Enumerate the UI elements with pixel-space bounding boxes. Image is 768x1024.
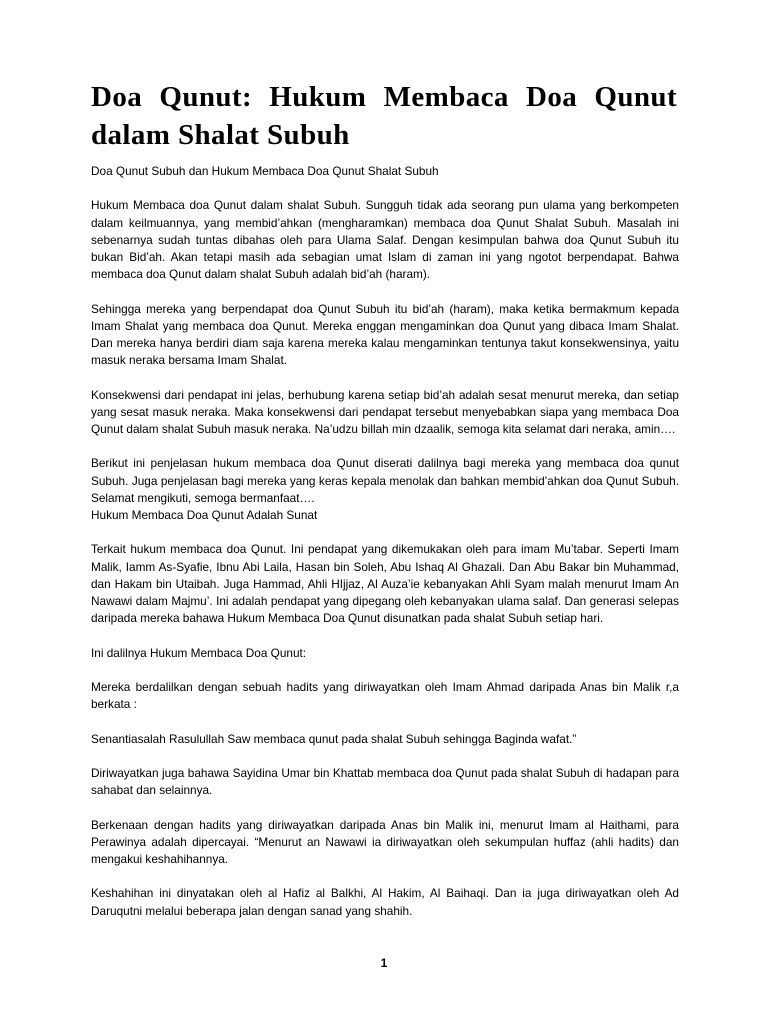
paragraph: Mereka berdalilkan dengan sebuah hadits yang diriwayatkan oleh Imam Ahmad daripada Anas bin Malik r,a berkata :: [91, 679, 679, 712]
paragraph: Konsekwensi dari pendapat ini jelas, berhubung karena setiap bid’ah adalah sesat menurut mereka, dan setiap yang sesat masuk neraka. Maka konsekwensi dari pendapat tersebut menyebabkan siapa yang membaca Doa Qunut dalam shalat Subuh masuk neraka. Na’udzu billah min dzaalik, semoga kita selamat dari neraka, amin….: [91, 387, 679, 436]
page-title: Doa Qunut: Hukum Membaca Doa Qunut dalam Shalat Subuh: [91, 81, 677, 151]
paragraph: Hukum Membaca doa Qunut dalam shalat Subuh. Sungguh tidak ada seorang pun ulama yang berkompeten dalam keilmuannya, yang membid’ahkan (mengharamkan) membaca doa Qunut Shalat Subuh. Masalah ini sebenarnya sudah tuntas dibahas oleh para Ulama Salaf. Dengan kesimpulan bahwa doa Qunut Subuh itu bukan Bid’ah. Akan tetapi masih ada sebagian umat Islam di zaman ini yang ngotot berpendapat. Bahwa membaca doa Qunut dalam shalat Subuh adalah bid’ah (haram).: [91, 198, 679, 282]
quote-paragraph: Senantiasalah Rasulullah Saw membaca qunut pada shalat Subuh sehingga Baginda wafat.”: [91, 731, 577, 746]
paragraph: Ini dalilnya Hukum Membaca Doa Qunut:: [91, 645, 307, 660]
page-number: 1: [380, 956, 388, 970]
section-heading: Hukum Membaca Doa Qunut Adalah Sunat: [91, 508, 318, 522]
paragraph: Keshahihan ini dinyatakan oleh al Hafiz al Balkhi, Al Hakim, Al Baihaqi. Dan ia juga diriwayatkan oleh Ad Daruqutni melalui beberapa jalan dengan sanad yang shahih.: [91, 886, 679, 918]
paragraph: Diriwayatkan juga bahawa Sayidina Umar bin Khattab membaca doa Qunut pada shalat Subuh di hadapan para sahabat dan selainnya.: [91, 765, 679, 798]
paragraph: Terkait hukum membaca doa Qunut. Ini pendapat yang dikemukakan oleh para imam Mu’tabar. Seperti Imam Malik, Iamm As-Syafie, Ibnu Abi Laila, Hasan bin Soleh, Abu Ishaq Al Ghazali. Dan Abu Bakar bin Muhammad, dan Hakam bin Utaibah. Juga Hammad, Ahli HIjjaz, Al Auza’ie kebanyakan Ahli Syam malah menurut Imam An Nawawi dalam Majmu’. Ini adalah pendapat yang dipegang oleh kebanyakan ulama salaf. Dan generasi selepas daripada mereka bahawa Hukum Membaca Doa Qunut disunatkan pada shalat Subuh setiap hari.: [91, 542, 679, 626]
paragraph: Berkenaan dengan hadits yang diriwayatkan daripada Anas bin Malik ini, menurut Imam al Haithami, para Perawinya adalah dipercayai. “Menurut an Nawawi ia diriwayatkan oleh sekumpulan huffaz (ahli hadits) dan mengakui keshahihannya.: [91, 817, 679, 866]
paragraph: Sehingga mereka yang berpendapat doa Qunut Subuh itu bid’ah (haram), maka ketika bermakmum kepada Imam Shalat yang membaca doa Qunut. Mereka enggan mengaminkan doa Qunut yang dibaca Imam Shalat. Dan mereka hanya berdiri diam saja karena mereka kalau mengaminkan tentunya takut konsekwensinya, yaitu masuk neraka bersama Imam Shalat.: [91, 301, 679, 368]
subtitle-paragraph: Doa Qunut Subuh dan Hukum Membaca Doa Qunut Shalat Subuh: [91, 164, 439, 178]
paragraph: Berikut ini penjelasan hukum membaca doa Qunut diserati dalilnya bagi mereka yang membaca doa qunut Subuh. Juga penjelasan bagi mereka yang keras kepala menolak dan bahkan membid’ahkan doa Qunut Subuh. Selamat mengikuti, semoga bermanfaat….: [91, 456, 679, 505]
document-body: [91, 163, 679, 937]
